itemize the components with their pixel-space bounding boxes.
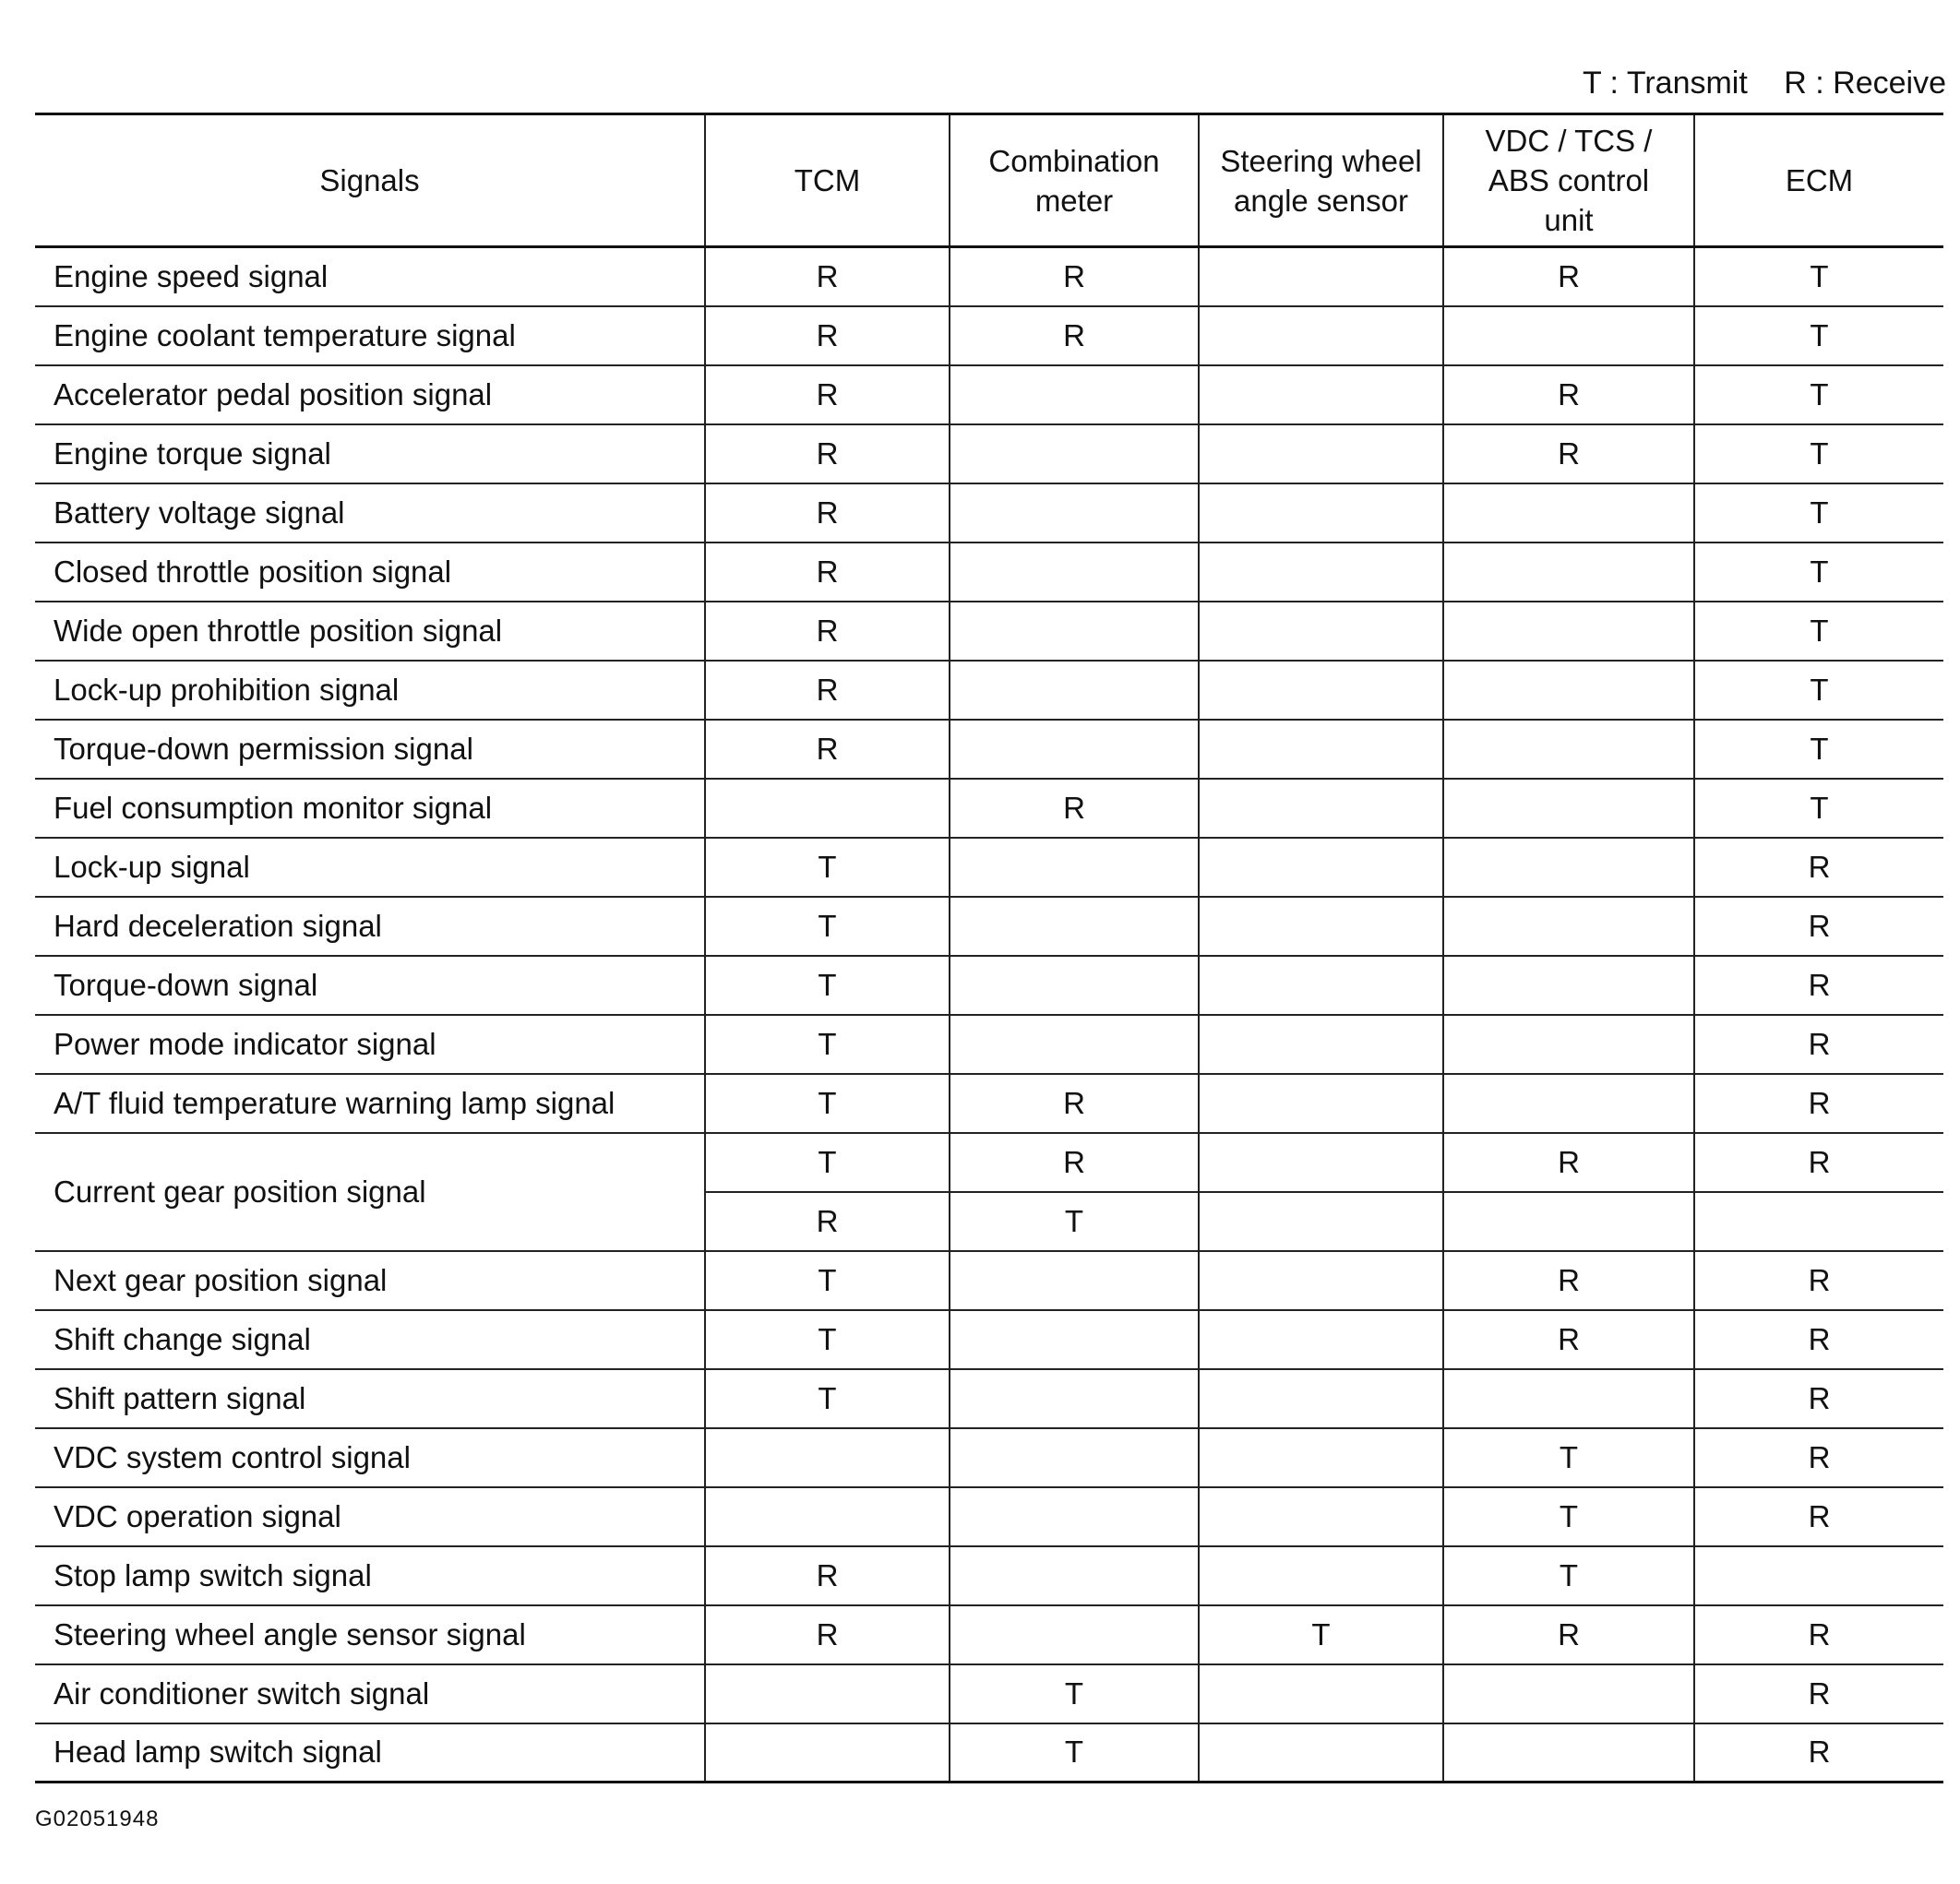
cell-steering-wheel-angle-sensor bbox=[1199, 365, 1443, 424]
cell-steering-wheel-angle-sensor bbox=[1199, 897, 1443, 956]
table-row bbox=[35, 1723, 1943, 1783]
cell-vdc-tcs-abs-control-unit: R bbox=[1443, 247, 1694, 306]
signal-name: Shift pattern signal bbox=[35, 1369, 705, 1428]
cell-tcm bbox=[705, 779, 950, 838]
header-line: ABS control bbox=[1488, 163, 1650, 197]
cell-vdc-tcs-abs-control-unit bbox=[1443, 306, 1694, 365]
table-row bbox=[35, 1428, 1943, 1487]
cell-ecm: T bbox=[1694, 306, 1943, 365]
table-row bbox=[35, 543, 1943, 602]
figure-code: G02051948 bbox=[35, 1806, 160, 1831]
signal-name: Shift change signal bbox=[35, 1310, 705, 1369]
legend bbox=[1583, 65, 1946, 101]
cell-vdc-tcs-abs-control-unit bbox=[1443, 956, 1694, 1015]
cell-combination-meter bbox=[950, 838, 1199, 897]
cell-tcm: R bbox=[705, 1192, 950, 1251]
cell-tcm: R bbox=[705, 1605, 950, 1664]
table-body bbox=[35, 247, 1943, 1783]
cell-combination-meter bbox=[950, 1251, 1199, 1310]
cell-ecm: T bbox=[1694, 483, 1943, 543]
cell-combination-meter bbox=[950, 1428, 1199, 1487]
signal-name: Engine speed signal bbox=[35, 247, 705, 306]
cell-steering-wheel-angle-sensor bbox=[1199, 1428, 1443, 1487]
signal-name: Lock-up signal bbox=[35, 838, 705, 897]
signal-name: Wide open throttle position signal bbox=[35, 602, 705, 661]
cell-combination-meter: R bbox=[950, 306, 1199, 365]
cell-ecm: R bbox=[1694, 956, 1943, 1015]
signal-name: Power mode indicator signal bbox=[35, 1015, 705, 1074]
cell-ecm: R bbox=[1694, 1664, 1943, 1723]
signal-name: Steering wheel angle sensor signal bbox=[35, 1605, 705, 1664]
signal-table bbox=[35, 113, 1943, 1783]
header-steering-wheel-angle-sensor bbox=[1199, 114, 1443, 247]
cell-vdc-tcs-abs-control-unit bbox=[1443, 897, 1694, 956]
header-line: TCM bbox=[794, 163, 861, 197]
cell-vdc-tcs-abs-control-unit bbox=[1443, 543, 1694, 602]
cell-vdc-tcs-abs-control-unit bbox=[1443, 1723, 1694, 1783]
cell-vdc-tcs-abs-control-unit: T bbox=[1443, 1487, 1694, 1546]
cell-tcm: R bbox=[705, 543, 950, 602]
header-line: angle sensor bbox=[1234, 183, 1408, 218]
cell-ecm: T bbox=[1694, 424, 1943, 483]
signal-name: Hard deceleration signal bbox=[35, 897, 705, 956]
cell-combination-meter bbox=[950, 1487, 1199, 1546]
cell-tcm: R bbox=[705, 720, 950, 779]
header-combination-meter bbox=[950, 114, 1199, 247]
cell-steering-wheel-angle-sensor bbox=[1199, 1369, 1443, 1428]
header-signals bbox=[35, 114, 705, 247]
cell-tcm bbox=[705, 1664, 950, 1723]
header-row bbox=[35, 114, 1943, 247]
cell-tcm: T bbox=[705, 838, 950, 897]
table-row bbox=[35, 424, 1943, 483]
cell-steering-wheel-angle-sensor bbox=[1199, 956, 1443, 1015]
cell-steering-wheel-angle-sensor bbox=[1199, 1015, 1443, 1074]
cell-combination-meter: R bbox=[950, 779, 1199, 838]
cell-combination-meter bbox=[950, 365, 1199, 424]
header-line: meter bbox=[1034, 183, 1114, 218]
cell-tcm: T bbox=[705, 1015, 950, 1074]
cell-steering-wheel-angle-sensor bbox=[1199, 306, 1443, 365]
cell-steering-wheel-angle-sensor bbox=[1199, 483, 1443, 543]
legend-receive: R : Receive bbox=[1784, 66, 1946, 101]
cell-tcm: T bbox=[705, 1074, 950, 1133]
cell-combination-meter bbox=[950, 1546, 1199, 1605]
table-row bbox=[35, 1251, 1943, 1310]
cell-tcm: R bbox=[705, 1546, 950, 1605]
cell-combination-meter bbox=[950, 1015, 1199, 1074]
cell-tcm: R bbox=[705, 602, 950, 661]
cell-ecm: R bbox=[1694, 1487, 1943, 1546]
cell-ecm: T bbox=[1694, 543, 1943, 602]
cell-vdc-tcs-abs-control-unit bbox=[1443, 720, 1694, 779]
cell-ecm: T bbox=[1694, 661, 1943, 720]
cell-combination-meter bbox=[950, 956, 1199, 1015]
table-row bbox=[35, 1310, 1943, 1369]
cell-combination-meter bbox=[950, 897, 1199, 956]
signal-name: VDC operation signal bbox=[35, 1487, 705, 1546]
cell-tcm: R bbox=[705, 247, 950, 306]
cell-ecm: R bbox=[1694, 838, 1943, 897]
signal-name: Fuel consumption monitor signal bbox=[35, 779, 705, 838]
header-ecm bbox=[1694, 114, 1943, 247]
cell-tcm bbox=[705, 1428, 950, 1487]
cell-steering-wheel-angle-sensor bbox=[1199, 1723, 1443, 1783]
table-header bbox=[35, 114, 1943, 247]
cell-vdc-tcs-abs-control-unit bbox=[1443, 483, 1694, 543]
signal-name: Air conditioner switch signal bbox=[35, 1664, 705, 1723]
cell-combination-meter bbox=[950, 483, 1199, 543]
signal-name: Next gear position signal bbox=[35, 1251, 705, 1310]
cell-ecm: R bbox=[1694, 1251, 1943, 1310]
cell-vdc-tcs-abs-control-unit bbox=[1443, 602, 1694, 661]
cell-steering-wheel-angle-sensor bbox=[1199, 247, 1443, 306]
cell-tcm: R bbox=[705, 365, 950, 424]
cell-combination-meter: R bbox=[950, 247, 1199, 306]
cell-tcm: T bbox=[705, 1133, 950, 1192]
cell-steering-wheel-angle-sensor bbox=[1199, 1664, 1443, 1723]
table-row bbox=[35, 602, 1943, 661]
table-row bbox=[35, 1369, 1943, 1428]
cell-vdc-tcs-abs-control-unit: R bbox=[1443, 1133, 1694, 1192]
cell-steering-wheel-angle-sensor bbox=[1199, 838, 1443, 897]
cell-tcm bbox=[705, 1487, 950, 1546]
cell-vdc-tcs-abs-control-unit bbox=[1443, 1664, 1694, 1723]
cell-combination-meter: R bbox=[950, 1133, 1199, 1192]
header-line: Signals bbox=[319, 163, 420, 197]
table-row bbox=[35, 365, 1943, 424]
header-line: VDC / TCS / bbox=[1485, 124, 1653, 158]
cell-vdc-tcs-abs-control-unit: R bbox=[1443, 424, 1694, 483]
cell-combination-meter bbox=[950, 543, 1199, 602]
cell-steering-wheel-angle-sensor bbox=[1199, 1487, 1443, 1546]
table-row bbox=[35, 1074, 1943, 1133]
cell-tcm: R bbox=[705, 661, 950, 720]
signal-name: Torque-down permission signal bbox=[35, 720, 705, 779]
table-row bbox=[35, 1605, 1943, 1664]
signal-name: Accelerator pedal position signal bbox=[35, 365, 705, 424]
cell-ecm: T bbox=[1694, 247, 1943, 306]
cell-vdc-tcs-abs-control-unit: T bbox=[1443, 1546, 1694, 1605]
header-line: unit bbox=[1544, 203, 1594, 237]
header-line: Steering wheel bbox=[1220, 143, 1422, 178]
table-row bbox=[35, 720, 1943, 779]
table-row bbox=[35, 1487, 1943, 1546]
cell-steering-wheel-angle-sensor bbox=[1199, 602, 1443, 661]
table-row bbox=[35, 1546, 1943, 1605]
cell-vdc-tcs-abs-control-unit: R bbox=[1443, 365, 1694, 424]
cell-ecm: T bbox=[1694, 720, 1943, 779]
cell-steering-wheel-angle-sensor bbox=[1199, 1074, 1443, 1133]
cell-ecm: R bbox=[1694, 1015, 1943, 1074]
cell-vdc-tcs-abs-control-unit bbox=[1443, 838, 1694, 897]
cell-tcm: R bbox=[705, 483, 950, 543]
signal-name: Lock-up prohibition signal bbox=[35, 661, 705, 720]
header-line: ECM bbox=[1785, 163, 1854, 197]
legend-transmit: T : Transmit bbox=[1582, 66, 1748, 101]
table-row bbox=[35, 1664, 1943, 1723]
cell-combination-meter: T bbox=[950, 1723, 1199, 1783]
cell-ecm: R bbox=[1694, 1074, 1943, 1133]
cell-tcm: T bbox=[705, 897, 950, 956]
cell-combination-meter bbox=[950, 1605, 1199, 1664]
cell-tcm: T bbox=[705, 956, 950, 1015]
cell-ecm: R bbox=[1694, 1723, 1943, 1783]
cell-ecm: R bbox=[1694, 1310, 1943, 1369]
cell-steering-wheel-angle-sensor bbox=[1199, 543, 1443, 602]
signal-name: Torque-down signal bbox=[35, 956, 705, 1015]
cell-steering-wheel-angle-sensor bbox=[1199, 1251, 1443, 1310]
cell-ecm: R bbox=[1694, 1605, 1943, 1664]
table-row bbox=[35, 483, 1943, 543]
cell-vdc-tcs-abs-control-unit bbox=[1443, 1192, 1694, 1251]
cell-steering-wheel-angle-sensor bbox=[1199, 661, 1443, 720]
cell-steering-wheel-angle-sensor bbox=[1199, 1192, 1443, 1251]
cell-combination-meter bbox=[950, 602, 1199, 661]
signal-name: Stop lamp switch signal bbox=[35, 1546, 705, 1605]
signal-name: Closed throttle position signal bbox=[35, 543, 705, 602]
cell-steering-wheel-angle-sensor bbox=[1199, 1133, 1443, 1192]
table-row bbox=[35, 838, 1943, 897]
cell-combination-meter bbox=[950, 661, 1199, 720]
cell-ecm: R bbox=[1694, 1133, 1943, 1192]
table-row bbox=[35, 661, 1943, 720]
signal-name: VDC system control signal bbox=[35, 1428, 705, 1487]
cell-tcm: R bbox=[705, 306, 950, 365]
table-row bbox=[35, 956, 1943, 1015]
table-row bbox=[35, 1015, 1943, 1074]
table-row bbox=[35, 897, 1943, 956]
cell-ecm: R bbox=[1694, 897, 1943, 956]
table-row bbox=[35, 779, 1943, 838]
cell-combination-meter: T bbox=[950, 1192, 1199, 1251]
table-row bbox=[35, 247, 1943, 306]
cell-vdc-tcs-abs-control-unit: R bbox=[1443, 1251, 1694, 1310]
signal-name: Battery voltage signal bbox=[35, 483, 705, 543]
cell-vdc-tcs-abs-control-unit: R bbox=[1443, 1310, 1694, 1369]
cell-tcm: R bbox=[705, 424, 950, 483]
cell-combination-meter: T bbox=[950, 1664, 1199, 1723]
cell-vdc-tcs-abs-control-unit bbox=[1443, 779, 1694, 838]
cell-ecm: T bbox=[1694, 779, 1943, 838]
table-row bbox=[35, 306, 1943, 365]
header-tcm bbox=[705, 114, 950, 247]
cell-steering-wheel-angle-sensor bbox=[1199, 720, 1443, 779]
cell-ecm bbox=[1694, 1546, 1943, 1605]
cell-ecm: R bbox=[1694, 1369, 1943, 1428]
signal-name: Current gear position signal bbox=[35, 1133, 705, 1251]
header-line: Combination bbox=[988, 143, 1160, 178]
cell-ecm: R bbox=[1694, 1428, 1943, 1487]
cell-ecm: T bbox=[1694, 365, 1943, 424]
cell-tcm: T bbox=[705, 1369, 950, 1428]
cell-combination-meter bbox=[950, 424, 1199, 483]
cell-vdc-tcs-abs-control-unit bbox=[1443, 1015, 1694, 1074]
cell-ecm: T bbox=[1694, 602, 1943, 661]
cell-vdc-tcs-abs-control-unit bbox=[1443, 1074, 1694, 1133]
cell-vdc-tcs-abs-control-unit: T bbox=[1443, 1428, 1694, 1487]
cell-tcm bbox=[705, 1723, 950, 1783]
cell-vdc-tcs-abs-control-unit: R bbox=[1443, 1605, 1694, 1664]
cell-steering-wheel-angle-sensor bbox=[1199, 779, 1443, 838]
cell-combination-meter bbox=[950, 1369, 1199, 1428]
signal-name: Engine torque signal bbox=[35, 424, 705, 483]
cell-steering-wheel-angle-sensor: T bbox=[1199, 1605, 1443, 1664]
cell-steering-wheel-angle-sensor bbox=[1199, 1546, 1443, 1605]
cell-combination-meter bbox=[950, 1310, 1199, 1369]
signal-name: A/T fluid temperature warning lamp signal bbox=[35, 1074, 705, 1133]
cell-steering-wheel-angle-sensor bbox=[1199, 424, 1443, 483]
cell-combination-meter bbox=[950, 720, 1199, 779]
cell-combination-meter: R bbox=[950, 1074, 1199, 1133]
cell-vdc-tcs-abs-control-unit bbox=[1443, 661, 1694, 720]
cell-tcm: T bbox=[705, 1310, 950, 1369]
header-vdc-tcs-abs-control-unit bbox=[1443, 114, 1694, 247]
cell-ecm bbox=[1694, 1192, 1943, 1251]
cell-vdc-tcs-abs-control-unit bbox=[1443, 1369, 1694, 1428]
table-row bbox=[35, 1133, 1943, 1192]
signal-name: Engine coolant temperature signal bbox=[35, 306, 705, 365]
signal-name: Head lamp switch signal bbox=[35, 1723, 705, 1783]
cell-tcm: T bbox=[705, 1251, 950, 1310]
cell-steering-wheel-angle-sensor bbox=[1199, 1310, 1443, 1369]
